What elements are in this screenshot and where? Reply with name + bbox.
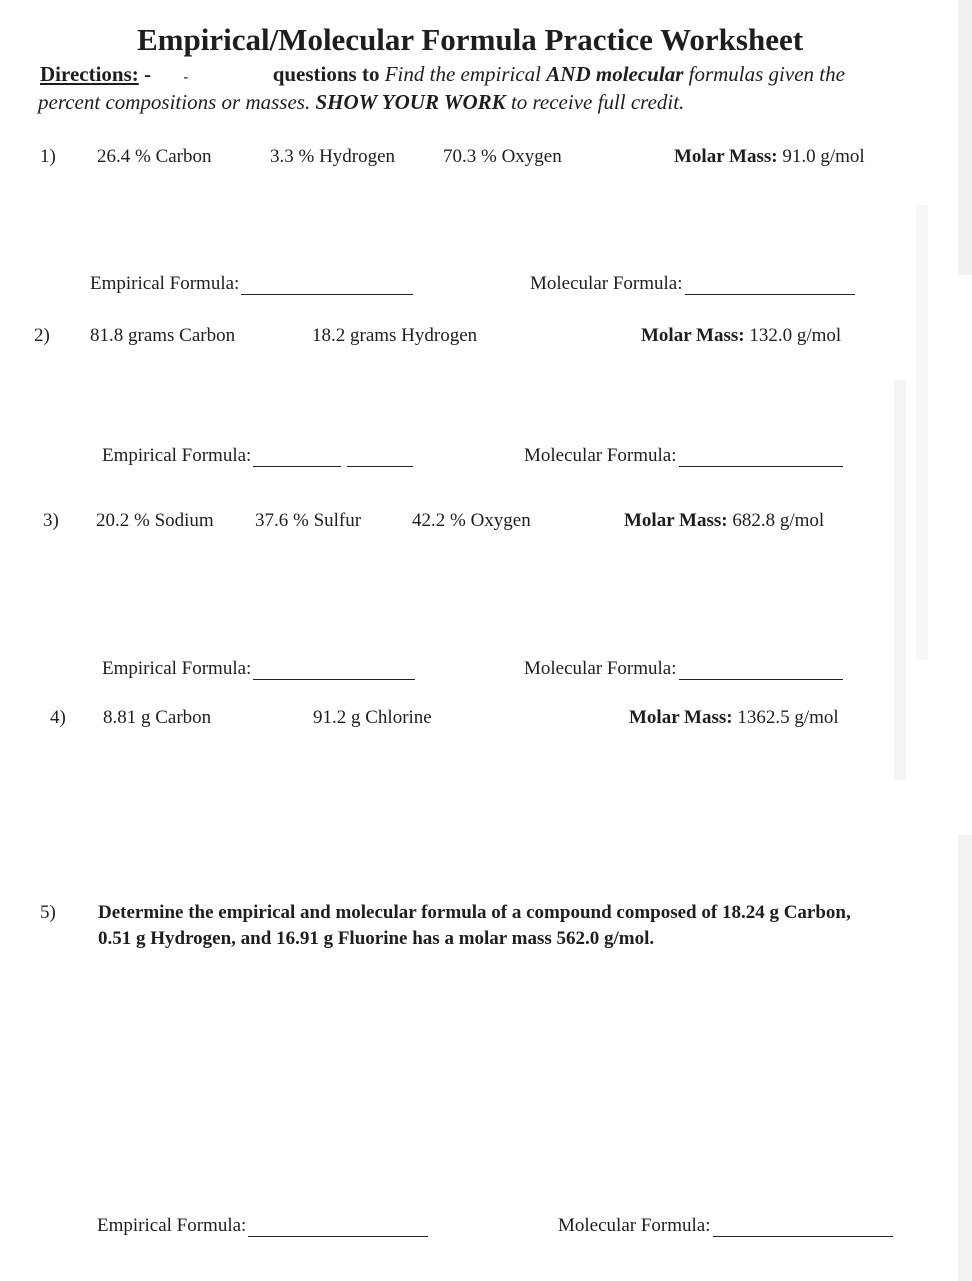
- q3-molecular-blank[interactable]: [679, 678, 843, 680]
- q1-item-oxygen: 70.3 % Oxygen: [443, 146, 562, 167]
- q3-molar-mass-label: Molar Mass:: [624, 510, 728, 531]
- q5-empirical-label: Empirical Formula:: [97, 1215, 247, 1236]
- q5-text-line-2: 0.51 g Hydrogen, and 16.91 g Fluorine has a molar mass 562.0 g/mol.: [98, 928, 655, 949]
- q2-number: 2): [34, 325, 50, 346]
- directions-line-1: [40, 62, 845, 87]
- q3-empirical-formula[interactable]: [102, 658, 415, 680]
- q2-molar-mass-value: 132.0 g/mol: [749, 325, 842, 346]
- q2-empirical-label: Empirical Formula:: [102, 445, 252, 466]
- q5-molecular-formula[interactable]: [558, 1215, 893, 1237]
- q4-item-chlorine: 91.2 g Chlorine: [313, 707, 432, 728]
- directions-fragment: questions to: [272, 62, 380, 86]
- q2-item-carbon: 81.8 grams Carbon: [90, 325, 236, 346]
- directions-percent: percent compositions or masses.: [38, 90, 311, 114]
- q2-molecular-label: Molecular Formula:: [524, 445, 677, 466]
- scan-edge-artifact: [894, 380, 906, 780]
- q1-molar-mass: [674, 146, 865, 168]
- q5-molecular-label: Molecular Formula:: [558, 1215, 711, 1236]
- scan-edge-artifact: [958, 835, 972, 1281]
- directions-find: Find the empirical: [384, 62, 542, 86]
- q3-molar-mass: [624, 510, 824, 532]
- worksheet-title: Empirical/Molecular Formula Practice Worksheet: [136, 22, 804, 57]
- q2-molecular-blank[interactable]: [679, 465, 843, 467]
- q3-number: 3): [43, 510, 59, 531]
- directions-show-work: SHOW YOUR WORK: [315, 90, 506, 114]
- q1-molecular-blank[interactable]: [685, 293, 855, 295]
- directions-label: Directions:: [40, 62, 139, 86]
- q2-molar-mass: [641, 325, 841, 347]
- q3-item-sodium: 20.2 % Sodium: [96, 510, 214, 531]
- q2-empirical-formula[interactable]: [102, 445, 413, 467]
- q3-molar-mass-value: 682.8 g/mol: [732, 510, 825, 531]
- q1-molar-mass-label: Molar Mass:: [674, 146, 778, 167]
- q5-empirical-formula[interactable]: [97, 1215, 428, 1237]
- q2-empirical-blank-a[interactable]: [253, 465, 341, 467]
- q5-text-line-1: Determine the empirical and molecular formula of a compound composed of 18.24 g Carbon,: [98, 902, 851, 923]
- q4-number: 4): [50, 707, 66, 728]
- q1-number: 1): [40, 146, 56, 167]
- scan-edge-artifact: [916, 205, 928, 660]
- q2-molar-mass-label: Molar Mass:: [641, 325, 745, 346]
- q3-molecular-label: Molecular Formula:: [524, 658, 677, 679]
- q1-molecular-label: Molecular Formula:: [530, 273, 683, 294]
- q2-item-hydrogen: 18.2 grams Hydrogen: [312, 325, 478, 346]
- q4-molar-mass-label: Molar Mass:: [629, 707, 733, 728]
- q1-molar-mass-value: 91.0 g/mol: [782, 146, 865, 167]
- q1-item-carbon: 26.4 % Carbon: [97, 146, 212, 167]
- directions-molecular: molecular: [595, 62, 684, 86]
- q5-molecular-blank[interactable]: [713, 1235, 893, 1237]
- q1-empirical-formula[interactable]: [90, 273, 413, 295]
- q2-molecular-formula[interactable]: [524, 445, 843, 467]
- directions-credit: to receive full credit.: [510, 90, 685, 114]
- directions-dash: -: [144, 62, 152, 86]
- q1-item-hydrogen: 3.3 % Hydrogen: [270, 146, 396, 167]
- q2-empirical-blank-b[interactable]: [347, 465, 413, 467]
- q3-empirical-blank[interactable]: [253, 678, 415, 680]
- q1-empirical-label: Empirical Formula:: [90, 273, 240, 294]
- q4-molar-mass-value: 1362.5 g/mol: [737, 707, 839, 728]
- q4-item-carbon: 8.81 g Carbon: [103, 707, 212, 728]
- directions-and: AND: [546, 62, 591, 86]
- q3-molecular-formula[interactable]: [524, 658, 843, 680]
- directions-mark: -: [183, 70, 189, 85]
- q4-molar-mass: [629, 707, 839, 729]
- q5-empirical-blank[interactable]: [248, 1235, 428, 1237]
- q3-item-oxygen: 42.2 % Oxygen: [412, 510, 531, 531]
- q1-empirical-blank[interactable]: [241, 293, 413, 295]
- q1-molecular-formula[interactable]: [530, 273, 855, 295]
- q5-number: 5): [40, 902, 56, 923]
- scan-edge-artifact: [958, 0, 972, 275]
- q3-empirical-label: Empirical Formula:: [102, 658, 252, 679]
- directions-line-2: [38, 90, 684, 115]
- q3-item-sulfur: 37.6 % Sulfur: [255, 510, 362, 531]
- directions-line1-end: formulas given the: [688, 62, 845, 86]
